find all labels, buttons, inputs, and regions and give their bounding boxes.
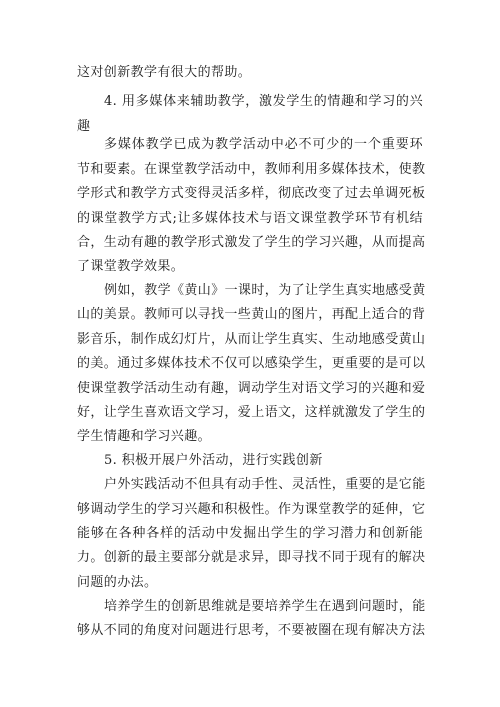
text-line: 多媒体教学已成为教学活动中必不可少的一个重要环 bbox=[104, 137, 423, 152]
text-line: 够从不同的角度对问题进行思考，不要被圈在现有解决方法 bbox=[77, 623, 426, 638]
text-line: 力。创新的最主要部分就是求异，即寻找不同于现有的解决 bbox=[77, 550, 426, 565]
text-line: 合，生动有趣的教学形式激发了学生的学习兴趣，从而提高 bbox=[77, 235, 426, 250]
text-line: 山的美景。教师可以寻找一些黄山的图片，再配上适合的背 bbox=[77, 307, 426, 322]
text-line: 影音乐，制作成幻灯片，从而让学生真实、生动地感受黄山 bbox=[77, 332, 426, 347]
text-line: 学形式和教学方式变得灵活多样，彻底改变了过去单调死板 bbox=[77, 186, 426, 201]
text-line: 问题的办法。 bbox=[77, 575, 158, 590]
text-line: 了课堂教学效果。 bbox=[77, 259, 185, 274]
text-line: 户外实践活动不但具有动手性、灵活性，重要的是它能 bbox=[104, 477, 426, 492]
text-line: 学生情趣和学习兴趣。 bbox=[77, 429, 212, 444]
text-line: 例如，教学《黄山》一课时，为了让学生真实地感受黄 bbox=[104, 283, 426, 298]
text-line: 这对创新教学有很大的帮助。 bbox=[77, 65, 252, 80]
section-heading-5: 5. 积极开展户外活动，进行实践创新 bbox=[104, 453, 323, 468]
text-line: 节和要素。在课堂教学活动中，教师利用多媒体技术，使教 bbox=[77, 162, 426, 177]
section-heading-4: 4. 用多媒体来辅助教学，激发学生的情趣和学习的兴 bbox=[104, 94, 423, 109]
section-heading-4-cont: 趣 bbox=[77, 119, 91, 134]
text-line: 培养学生的创新思维就是要培养学生在遇到问题时，能 bbox=[104, 599, 426, 614]
text-line: 的美。通过多媒体技术不仅可以感染学生，更重要的是可以 bbox=[77, 356, 426, 371]
text-line: 能够在各种各样的活动中发掘出学生的学习潜力和创新能 bbox=[77, 526, 423, 541]
text-line: 够调动学生的学习兴趣和积极性。作为课堂教学的延伸，它 bbox=[77, 502, 426, 517]
text-line: 使课堂教学活动生动有趣，调动学生对语文学习的兴趣和爱 bbox=[77, 381, 426, 396]
text-line: 的课堂教学方式;让多媒体技术与语文课堂教学环节有机结 bbox=[77, 211, 423, 226]
text-line: 好，让学生喜欢语文学习，爱上语文，这样就激发了学生的 bbox=[77, 405, 426, 420]
